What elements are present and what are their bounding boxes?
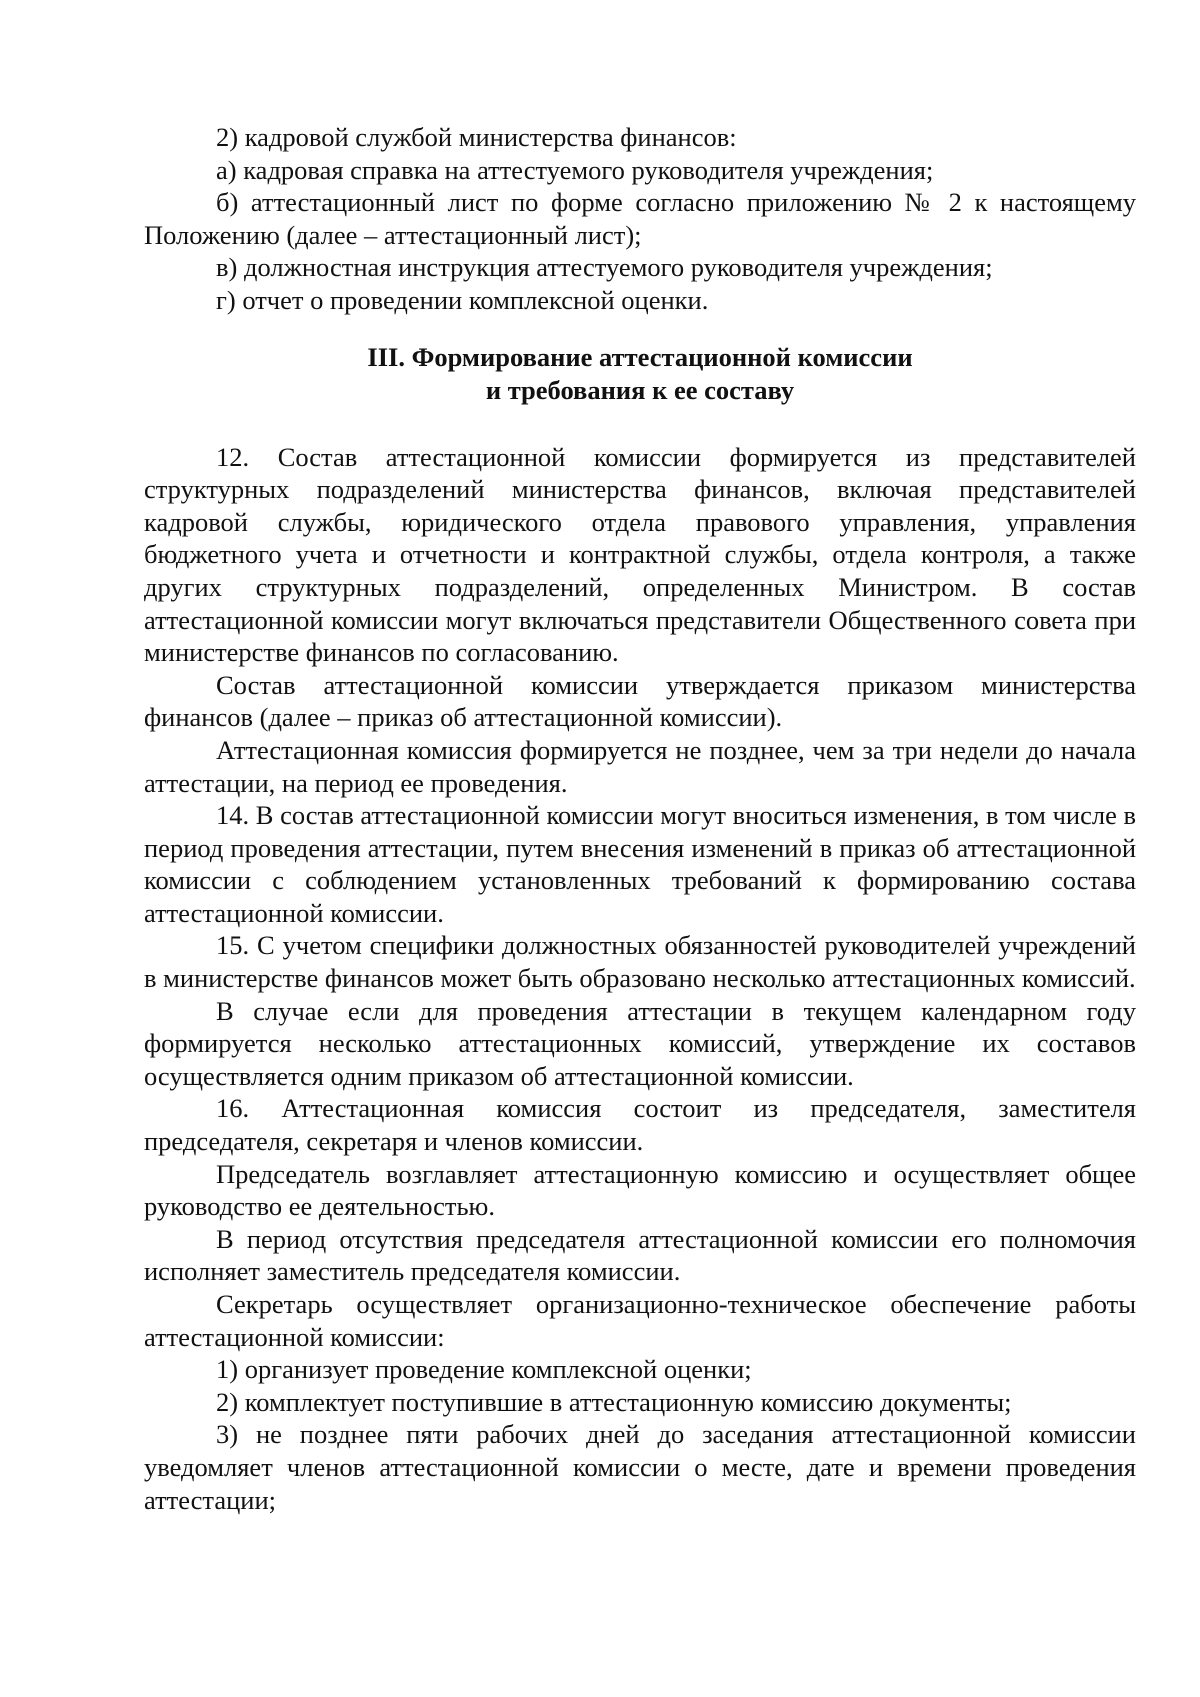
paragraph: Секретарь осуществляет организационно-техническое обеспечение работы аттестационной комиссии: [144, 1289, 1136, 1352]
section-heading [144, 341, 1136, 407]
list-item: 2) кадровой службой министерства финансов: [216, 122, 737, 152]
paragraph: Председатель возглавляет аттестационную комиссию и осуществляет общее руководство ее деятельностью. [144, 1158, 1136, 1222]
paragraph: В случае если для проведения аттестации в текущем календарном году формируется несколько аттестационных комиссий, утверждение их составов осуществляется одним приказом об аттестационной комиссии. [144, 995, 1136, 1091]
paragraph: В период отсутствия председателя аттестационной комиссии его полномочия исполняет заместитель председателя комиссии. [144, 1223, 1136, 1287]
list-item: б) аттестационный лист по форме согласно приложению № 2 к настоящему Положению (далее – аттестационный лист); [144, 187, 1136, 250]
section-heading-line-1: III. Формирование аттестационной комиссии [367, 341, 913, 372]
list-item: г) отчет о проведении комплексной оценки. [216, 284, 709, 315]
paragraph-15: 15. С учетом специфики должностных обязанностей руководителей учреждений в министерстве финансов может быть образовано несколько аттестационных комиссий. [144, 930, 1136, 994]
list-item: а) кадровая справка на аттестуемого руководителя учреждения; [216, 154, 934, 185]
paragraph-14: 14. В состав аттестационной комиссии могут вноситься изменения, в том числе в период проведения аттестации, путем внесения изменений в приказ об аттестационной комиссии с соблюдением установленных требований к формированию состава аттестационной комиссии. [144, 800, 1136, 928]
document-content [144, 121, 1136, 1516]
list-item: 2) комплектует поступившие в аттестационную комиссию документы; [216, 1386, 1012, 1417]
list-item: 3) не позднее пяти рабочих дней до заседания аттестационной комиссии уведомляет членов аттестационной комиссии о месте, дате и времени проведения аттестации; [144, 1419, 1136, 1515]
paragraph-16: 16. Аттестационная комиссия состоит из председателя, заместителя председателя, секретаря и членов комиссии. [144, 1093, 1136, 1157]
list-item: в) должностная инструкция аттестуемого руководителя учреждения; [216, 252, 993, 283]
paragraph: Состав аттестационной комиссии утверждается приказом министерства финансов (далее – приказ об аттестационной комиссии). [144, 669, 1136, 733]
list-item: 1) организует проведение комплексной оценки; [216, 1354, 752, 1385]
paragraph-12: 12. Состав аттестационной комиссии формируется из представителей структурных подразделений министерства финансов, включая представителей кадровой службы, юридического отдела правового управления, управления бюджетного учета и отчетности и контрактной службы, отдела контроля, а также других структурных подразделений, определенных Министром. В состав аттестационной комиссии могут включаться представители Общественного совета при министерстве финансов по согласованию. [144, 441, 1136, 668]
section-heading-line-2: и требования к ее составу [485, 374, 795, 405]
paragraph: Аттестационная комиссия формируется не позднее, чем за три недели до начала аттестации, на период ее проведения. [144, 734, 1136, 798]
